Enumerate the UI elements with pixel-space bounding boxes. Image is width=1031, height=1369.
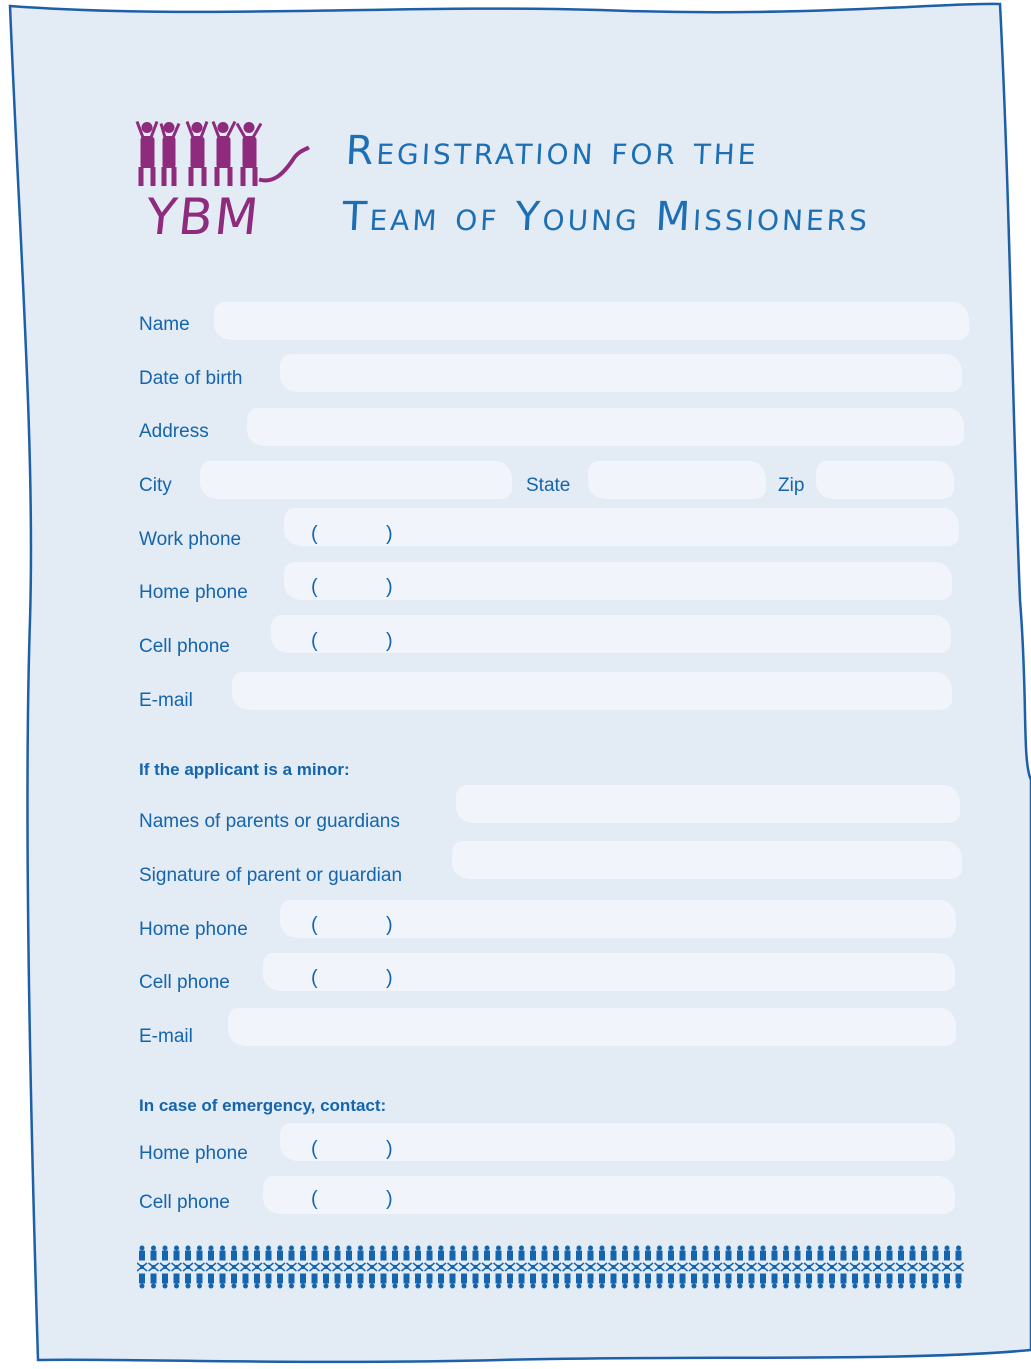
dob-label: Date of birth xyxy=(139,368,243,389)
minor-home-phone-field[interactable] xyxy=(280,900,956,938)
person-chain-icon xyxy=(896,1246,906,1288)
minor-email-label: E-mail xyxy=(139,1026,193,1047)
person-chain-icon xyxy=(678,1246,688,1288)
area-code-open: ( xyxy=(311,1138,318,1160)
area-code-close: ) xyxy=(386,1138,393,1160)
home-phone-field[interactable] xyxy=(284,562,952,600)
person-chain-icon xyxy=(540,1246,550,1288)
person-chain-icon xyxy=(310,1246,320,1288)
person-chain-icon xyxy=(747,1246,757,1288)
person-chain-icon xyxy=(390,1246,400,1288)
person-chain-icon xyxy=(609,1246,619,1288)
person-chain-icon xyxy=(597,1246,607,1288)
person-chain-icon xyxy=(459,1246,469,1288)
person-chain-icon xyxy=(942,1246,952,1288)
area-code-close: ) xyxy=(386,523,393,545)
address-label: Address xyxy=(139,421,209,442)
person-chain-icon xyxy=(770,1246,780,1288)
person-chain-icon xyxy=(551,1246,561,1288)
person-chain-icon xyxy=(367,1246,377,1288)
email-field[interactable] xyxy=(232,672,952,710)
person-chain-icon xyxy=(827,1246,837,1288)
person-chain-icon xyxy=(712,1246,722,1288)
person-chain-icon xyxy=(724,1246,734,1288)
city-label: City xyxy=(139,475,172,496)
person-chain-icon xyxy=(862,1246,872,1288)
home-phone-label: Home phone xyxy=(139,582,248,603)
emergency-home-phone-field[interactable] xyxy=(280,1123,955,1161)
person-chain-icon xyxy=(379,1246,389,1288)
minor-heading: If the applicant is a minor: xyxy=(139,760,350,779)
cell-phone-field[interactable] xyxy=(271,615,951,653)
person-chain-icon xyxy=(793,1246,803,1288)
person-chain-icon xyxy=(885,1246,895,1288)
state-label: State xyxy=(526,475,571,496)
person-chain-icon xyxy=(804,1246,814,1288)
person-chain-icon xyxy=(218,1246,228,1288)
city-field[interactable] xyxy=(200,461,512,499)
person-chain-icon xyxy=(333,1246,343,1288)
person-chain-icon xyxy=(908,1246,918,1288)
minor-cell-phone-label: Cell phone xyxy=(139,972,230,993)
person-chain-icon xyxy=(505,1246,515,1288)
emergency-heading: In case of emergency, contact: xyxy=(139,1096,387,1115)
person-chain-icon xyxy=(172,1246,182,1288)
person-chain-icon xyxy=(344,1246,354,1288)
emergency-cell-phone-label: Cell phone xyxy=(139,1192,230,1213)
person-chain-icon xyxy=(689,1246,699,1288)
person-chain-icon xyxy=(252,1246,262,1288)
minor-email-field[interactable] xyxy=(228,1008,956,1046)
parents-field[interactable] xyxy=(456,785,960,823)
person-chain-icon xyxy=(183,1246,193,1288)
title-line-2: Team of Young Missioners xyxy=(341,194,872,240)
person-chain-icon xyxy=(701,1246,711,1288)
area-code-close: ) xyxy=(386,914,393,936)
person-chain-icon xyxy=(287,1246,297,1288)
signature-field[interactable] xyxy=(452,841,962,879)
area-code-open: ( xyxy=(311,630,318,652)
person-chain-icon xyxy=(873,1246,883,1288)
signature-label: Signature of parent or guardian xyxy=(139,865,403,886)
person-chain-icon xyxy=(229,1246,239,1288)
email-label: E-mail xyxy=(139,690,193,711)
emergency-home-phone-label: Home phone xyxy=(139,1143,248,1164)
person-chain-icon xyxy=(195,1246,205,1288)
name-label: Name xyxy=(139,314,190,335)
person-chain-icon xyxy=(402,1246,412,1288)
area-code-open: ( xyxy=(311,576,318,598)
work-phone-label: Work phone xyxy=(139,529,242,550)
person-chain-icon xyxy=(356,1246,366,1288)
person-chain-icon xyxy=(482,1246,492,1288)
person-chain-icon xyxy=(735,1246,745,1288)
person-chain-icon xyxy=(919,1246,929,1288)
area-code-open: ( xyxy=(311,914,318,936)
person-chain-icon xyxy=(471,1246,481,1288)
page-title xyxy=(341,118,876,250)
person-chain-icon xyxy=(643,1246,653,1288)
person-chain-icon xyxy=(816,1246,826,1288)
person-chain-icon xyxy=(413,1246,423,1288)
person-chain-icon xyxy=(781,1246,791,1288)
area-code-open: ( xyxy=(311,967,318,989)
name-field[interactable] xyxy=(214,302,969,340)
person-chain-icon xyxy=(954,1246,964,1288)
person-chain-icon xyxy=(931,1246,941,1288)
zip-field[interactable] xyxy=(816,461,954,499)
person-chain-icon xyxy=(517,1246,527,1288)
title-line-1: Registration for the xyxy=(344,128,760,174)
person-chain-border xyxy=(137,1245,965,1289)
state-field[interactable] xyxy=(588,461,766,499)
person-chain-icon xyxy=(655,1246,665,1288)
minor-cell-phone-field[interactable] xyxy=(263,953,955,991)
person-chain-icon xyxy=(563,1246,573,1288)
parents-label: Names of parents or guardians xyxy=(139,811,400,832)
address-field[interactable] xyxy=(247,408,964,446)
zip-label: Zip xyxy=(778,475,805,496)
area-code-open: ( xyxy=(311,1188,318,1210)
person-chain-icon xyxy=(425,1246,435,1288)
dob-field[interactable] xyxy=(280,354,962,392)
area-code-close: ) xyxy=(386,576,393,598)
person-chain-icon xyxy=(298,1246,308,1288)
area-code-close: ) xyxy=(386,630,393,652)
logo-wordmark: YBM xyxy=(142,188,264,246)
area-code-close: ) xyxy=(386,1188,393,1210)
person-chain-icon xyxy=(839,1246,849,1288)
person-chain-icon xyxy=(137,1246,147,1288)
cell-phone-label: Cell phone xyxy=(139,636,230,657)
person-chain-icon xyxy=(620,1246,630,1288)
person-chain-icon xyxy=(586,1246,596,1288)
person-chain-icon xyxy=(448,1246,458,1288)
minor-home-phone-label: Home phone xyxy=(139,919,248,940)
person-chain-icon xyxy=(160,1246,170,1288)
person-chain-icon xyxy=(275,1246,285,1288)
person-chain-icon xyxy=(574,1246,584,1288)
emergency-cell-phone-field[interactable] xyxy=(263,1176,955,1214)
area-code-open: ( xyxy=(311,523,318,545)
person-chain-icon xyxy=(241,1246,251,1288)
person-chain-icon xyxy=(528,1246,538,1288)
person-chain-icon xyxy=(321,1246,331,1288)
person-chain-icon xyxy=(206,1246,216,1288)
person-chain-icon xyxy=(149,1246,159,1288)
area-code-close: ) xyxy=(386,967,393,989)
person-chain-icon xyxy=(632,1246,642,1288)
person-chain-icon xyxy=(494,1246,504,1288)
person-chain-icon xyxy=(436,1246,446,1288)
person-chain-icon xyxy=(264,1246,274,1288)
person-chain-icon xyxy=(758,1246,768,1288)
person-chain-icon xyxy=(666,1246,676,1288)
person-chain-icon xyxy=(850,1246,860,1288)
